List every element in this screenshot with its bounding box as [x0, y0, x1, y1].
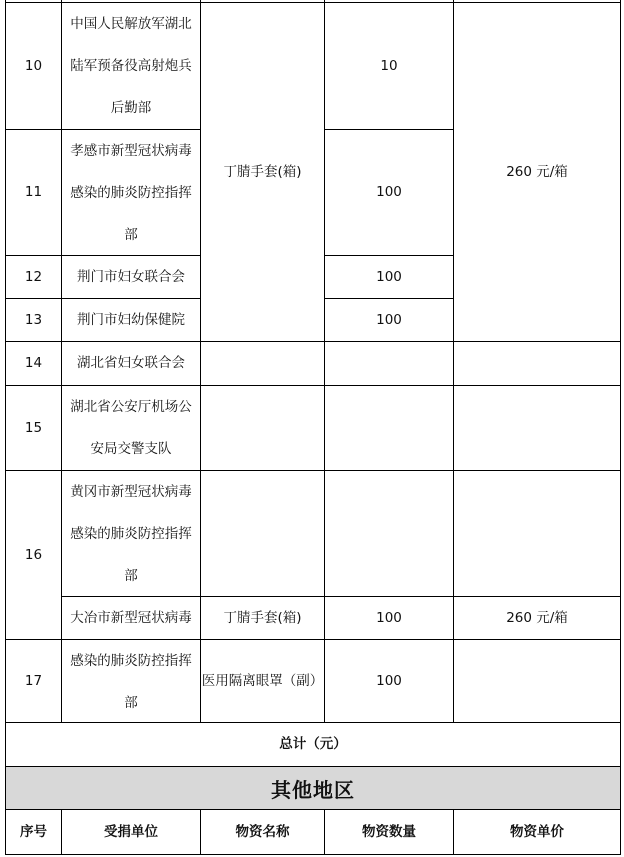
row-number: 12 — [24, 268, 43, 285]
item-unit-price: 260 元/箱 — [506, 163, 568, 180]
recipient-name: 黄冈市新型冠状病毒感染的肺炎防控指挥部 — [70, 484, 192, 584]
row-number: 11 — [24, 184, 43, 200]
recipient-name: 感染的肺炎防控指挥部 — [70, 653, 192, 711]
row-number: 15 — [24, 419, 43, 436]
recipient-name: 湖北省妇女联合会 — [77, 355, 185, 371]
header-item: 物资名称 — [235, 823, 290, 840]
table-border-bottom — [5, 854, 621, 855]
row-number: 13 — [24, 311, 43, 328]
recipient-name: 孝感市新型冠状病毒感染的肺炎防控指挥部 — [70, 143, 192, 243]
item-quantity: 100 — [376, 184, 402, 200]
item-quantity: 10 — [380, 57, 398, 74]
item-name: 医用隔离眼罩（副） — [201, 672, 324, 689]
section-title: 其他地区 — [6, 767, 620, 809]
recipient-name: 湖北省公安厅机场公安局交警支队 — [70, 399, 192, 457]
row-number: 16 — [24, 546, 43, 563]
row-number: 17 — [24, 672, 43, 689]
table-border-right — [620, 0, 621, 855]
recipient-name: 大冶市新型冠状病毒 — [70, 609, 192, 626]
recipient-name: 中国人民解放军湖北陆军预备役高射炮兵后勤部 — [70, 16, 192, 116]
header-quantity: 物资数量 — [362, 823, 416, 840]
row-number: 14 — [24, 355, 43, 371]
item-quantity: 100 — [376, 268, 402, 285]
header-recipient: 受捐单位 — [104, 823, 158, 840]
header-no: 序号 — [20, 823, 47, 840]
total-label: 总计（元） — [279, 736, 347, 752]
header-price: 物资单价 — [510, 823, 564, 840]
item-name: 丁腈手套(箱) — [223, 609, 302, 626]
item-quantity: 100 — [376, 609, 402, 626]
item-quantity: 100 — [376, 311, 402, 328]
recipient-name: 荆门市妇幼保健院 — [77, 311, 185, 328]
item-quantity: 100 — [376, 672, 402, 689]
recipient-name: 荆门市妇女联合会 — [77, 268, 185, 285]
item-name: 丁腈手套(箱) — [223, 163, 302, 180]
row-number: 10 — [24, 57, 43, 74]
item-unit-price: 260 元/箱 — [506, 609, 568, 626]
